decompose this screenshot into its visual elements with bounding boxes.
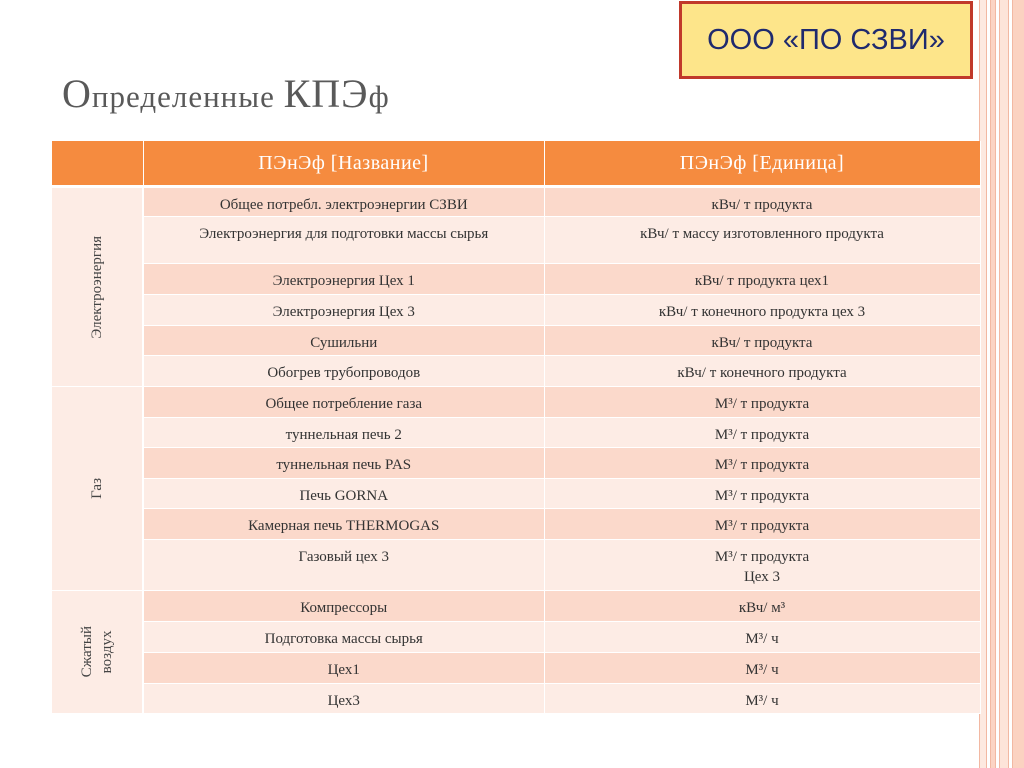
title-f: ф — [368, 79, 390, 114]
table-row — [52, 448, 980, 479]
table-row — [52, 479, 980, 509]
group-label-gas: Газ — [52, 387, 143, 591]
table-row — [52, 418, 980, 448]
row-name: Обогрев трубопроводов — [143, 356, 544, 387]
table-row — [52, 622, 980, 653]
kpi-table — [52, 141, 981, 714]
table-row — [52, 684, 980, 714]
row-unit — [544, 540, 980, 591]
row-unit: М³/ т продукта — [544, 387, 980, 418]
table-row — [52, 540, 980, 591]
table-row — [52, 295, 980, 326]
table-row — [52, 217, 980, 264]
decorative-border-stripe — [990, 0, 996, 768]
row-unit: М³/ т продукта — [544, 418, 980, 448]
company-badge: ООО «ПО СЗВИ» — [679, 1, 973, 79]
row-name: Камерная печь THERMOGAS — [143, 509, 544, 540]
row-unit: кВч/ т продукта — [544, 326, 980, 356]
row-name: Сушильни — [143, 326, 544, 356]
row-unit: кВч/ м³ — [544, 591, 980, 622]
row-unit: М³/ ч — [544, 622, 980, 653]
group-label-compressed-air: Сжатый воздух — [52, 591, 143, 714]
table-row — [52, 326, 980, 356]
row-name: Цех1 — [143, 653, 544, 684]
title-rest: пределенные — [91, 79, 284, 114]
row-unit: кВч/ т массу изготовленного продукта — [544, 217, 980, 264]
row-unit: М³/ ч — [544, 684, 980, 714]
row-name: туннельная печь 2 — [143, 418, 544, 448]
row-name: Общее потребление газа — [143, 387, 544, 418]
row-unit: кВч/ т продукта — [544, 187, 980, 217]
row-unit-line2: Цех 3 — [743, 569, 781, 585]
table-row — [52, 591, 980, 622]
header-unit: ПЭнЭф [Единица] — [544, 141, 980, 187]
row-unit: кВч/ т конечного продукта цех 3 — [544, 295, 980, 326]
row-unit: кВч/ т конечного продукта — [544, 356, 980, 387]
table-row — [52, 187, 980, 217]
row-name: Общее потребл. электроэнергии СЗВИ — [143, 187, 544, 217]
row-name: Подготовка массы сырья — [143, 622, 544, 653]
row-unit-line1: М³/ т продукта — [714, 549, 810, 565]
row-name: Печь GORNA — [143, 479, 544, 509]
table-row — [52, 387, 980, 418]
title-kpe: КПЭ — [283, 71, 369, 116]
row-unit: М³/ т продукта — [544, 479, 980, 509]
row-unit: М³/ т продукта — [544, 509, 980, 540]
header-corner — [52, 141, 143, 187]
table-row — [52, 264, 980, 295]
row-name: туннельная печь PAS — [143, 448, 544, 479]
group-label-electricity: Электроэнергия — [52, 187, 143, 387]
row-name: Цех3 — [143, 684, 544, 714]
row-unit: кВч/ т продукта цех1 — [544, 264, 980, 295]
row-name: Электроэнергия для подготовки массы сырья — [143, 217, 544, 264]
row-name: Электроэнергия Цех 3 — [143, 295, 544, 326]
row-name: Газовый цех 3 — [143, 540, 544, 591]
row-unit: М³/ ч — [544, 653, 980, 684]
table-row — [52, 653, 980, 684]
row-name: Компрессоры — [143, 591, 544, 622]
row-name: Электроэнергия Цех 1 — [143, 264, 544, 295]
row-unit: М³/ т продукта — [544, 448, 980, 479]
slide-title — [62, 70, 390, 117]
decorative-border-stripe — [1012, 0, 1024, 768]
table-row — [52, 509, 980, 540]
title-first-letter: О — [62, 71, 92, 116]
table-row — [52, 356, 980, 387]
table-header-row — [52, 141, 980, 187]
header-name: ПЭнЭф [Название] — [143, 141, 544, 187]
decorative-border-stripe — [999, 0, 1009, 768]
